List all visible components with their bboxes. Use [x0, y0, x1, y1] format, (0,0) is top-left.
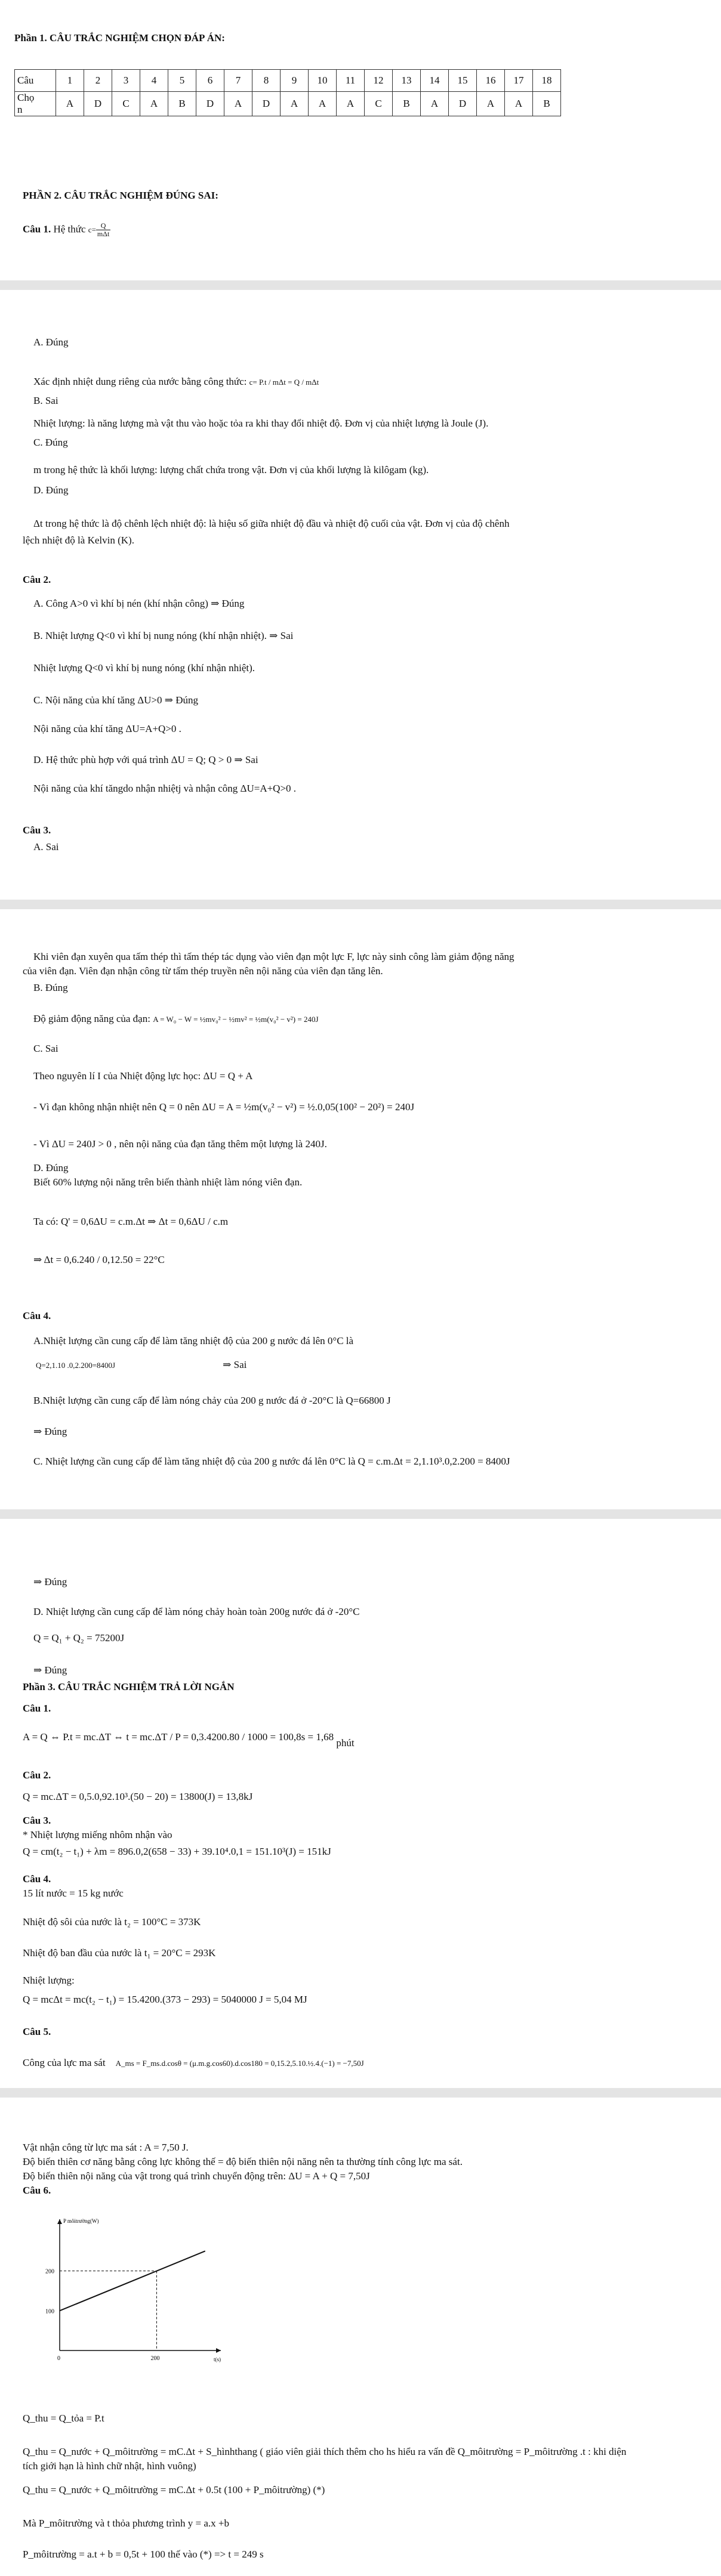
q3-c: C. Sai [33, 1043, 58, 1054]
question-number: 2 [84, 70, 112, 92]
q3-b: B. Đúng [33, 982, 68, 993]
section-divider [0, 1509, 721, 1519]
q3-c-expl: Theo nguyên lí I của Nhiệt động lực học: ΔU = Q + A [33, 1070, 253, 1082]
y-tick-label: 200 [45, 2268, 54, 2275]
q3-b-expl: Độ giảm động năng của đạn: A = W₀ − W = ½mv₀² − ½mv² = ½m(v₀² − v²) = 240J [33, 1013, 319, 1024]
question-number: 17 [505, 70, 533, 92]
question-number: 15 [449, 70, 477, 92]
question-number: 18 [533, 70, 561, 92]
q2-d: D. Hệ thức phù hợp với quá trình ΔU = Q; Q > 0 ⇒ Sai [33, 754, 258, 765]
section-divider [0, 900, 721, 909]
q1-text: Hệ thức [53, 223, 86, 235]
q1-d-expl2: lệch nhiệt độ là Kelvin (K). [23, 535, 134, 546]
answer-cell: A [421, 92, 449, 116]
c5-formula-line: Công của lực ma sát A_ms = F_ms.d.cosθ = (μ.m.g.cos60).d.cos180 = 0,15.2,5.10.½.4.(−1) = −7,50J [23, 2057, 364, 2068]
c4-title: Câu 4. [23, 1873, 51, 1885]
q4-d-result: ⇒ Đúng [33, 1664, 67, 1676]
q2-title: Câu 2. [23, 574, 51, 585]
question-number: 13 [393, 70, 421, 92]
y-axis-arrow [57, 2219, 62, 2224]
answer-cell: A [337, 92, 365, 116]
c5-title: Câu 5. [23, 2026, 51, 2037]
x-axis-label: t(s) [214, 2356, 221, 2362]
q1-a: A. Đúng [33, 336, 69, 348]
c5-line2: Vật nhận công từ lực ma sát : A = 7,50 J. [23, 2142, 189, 2153]
question-number: 6 [196, 70, 224, 92]
answer-cell: A [477, 92, 505, 116]
c6-line4: Mà P_môitrường và t thỏa phương trình y = a.x +b [23, 2518, 229, 2529]
c2-title: Câu 2. [23, 1769, 51, 1781]
q4-b-result: ⇒ Đúng [33, 1426, 67, 1437]
c3-formula: Q = cm(t₂ − t₁) + λm = 896.0,2(658 − 33) + 39.10⁴.0,1 = 151.10³(J) = 151kJ [23, 1846, 331, 1857]
series-line [60, 2251, 205, 2311]
q1-title: Câu 1. [23, 223, 51, 235]
q4-d-formula: Q = Q₁ + Q₂ = 75200J [33, 1632, 125, 1644]
q4-a: A.Nhiệt lượng cần cung cấp để làm tăng nhiệt độ của 200 g nước đá lên 0°C là [33, 1335, 354, 1346]
c4-line3: Nhiệt độ ban đầu của nước là t₁ = 20°C = 293K [23, 1947, 216, 1959]
question-number: 9 [281, 70, 309, 92]
q3-d: D. Đúng [33, 1162, 69, 1173]
q1-d: D. Đúng [33, 484, 69, 496]
question-number: 12 [365, 70, 393, 92]
q3-d-f1: Ta có: Q' = 0,6ΔU = c.m.Δt ⇒ Δt = 0,6ΔU / c.m [33, 1216, 229, 1227]
q3-d-f2: ⇒ Δt = 0,6.240 / 0,12.50 = 22°C [33, 1254, 165, 1265]
q3-intro1: Khi viên đạn xuyên qua tấm thép thì tấm thép tác dụng vào viên đạn một lực F, lực này sinh công làm giảm động năng [33, 951, 514, 962]
table-header-cell: Chọ n [15, 92, 56, 116]
c6-line1: Q_thu = Q_tỏa = P.t [23, 2413, 104, 2424]
c1-title: Câu 1. [23, 1703, 51, 1714]
table-row [15, 70, 561, 92]
x-axis-arrow [216, 2348, 221, 2353]
q1-b-expl: Nhiệt lượng: là năng lượng mà vật thu vào hoặc tỏa ra khi thay đổi nhiệt độ. Đơn vị của nhiệt lượng là Joule (J). [33, 418, 489, 429]
q2-c-expl: Nội năng của khí tăng ΔU=A+Q>0 . [33, 723, 181, 734]
q3-d-expl: Biết 60% lượng nội năng trên biến thành nhiệt làm nóng viên đạn. [33, 1176, 303, 1188]
question-number: 4 [140, 70, 168, 92]
q3-c-line3: - Vì ΔU = 240J > 0 , nên nội năng của đạn tăng thêm một lượng là 240J. [33, 1138, 327, 1150]
q1-b: B. Sai [33, 395, 58, 406]
q2-a: A. Công A>0 vì khí bị nén (khí nhận công) ⇒ Đúng [33, 598, 245, 609]
question-number: 1 [56, 70, 84, 92]
answer-cell: B [533, 92, 561, 116]
q4-a-formula: Q=2,1.10 .0,2.200=8400J ⇒ Sai [36, 1359, 247, 1370]
part3-title: Phần 3. CÂU TRẮC NGHIỆM TRẢ LỜI NGẮN [23, 1681, 235, 1692]
c3-title: Câu 3. [23, 1815, 51, 1826]
answer-cell: D [252, 92, 281, 116]
q3-intro2: của viên đạn. Viên đạn nhận công từ tấm thép truyền nên nội năng của viên đạn tăng lên. [23, 965, 383, 977]
c4-line4: Nhiệt lượng: [23, 1975, 75, 1986]
answer-table [14, 69, 561, 116]
question-number: 7 [224, 70, 252, 92]
question-number: 16 [477, 70, 505, 92]
c4-line1: 15 lít nước = 15 kg nước [23, 1888, 124, 1899]
question-number: 5 [168, 70, 196, 92]
q4-c: C. Nhiệt lượng cần cung cấp để làm tăng nhiệt độ của 200 g nước đá lên 0°C là Q = c.m.Δt = 2,1.10³.0,2.200 = 8400J [33, 1456, 510, 1467]
q4-b: B.Nhiệt lượng cần cung cấp để làm nóng chảy của 200 g nước đá ở -20°C là Q=66800 J [33, 1395, 391, 1406]
question-number: 8 [252, 70, 281, 92]
answer-cell: C [112, 92, 140, 116]
question-number: 3 [112, 70, 140, 92]
question-number: 10 [309, 70, 337, 92]
section-divider [0, 280, 721, 290]
c6-line2a: Q_thu = Q_nước + Q_môitrường = mC.Δt + S_hìnhthang ( giáo viên giải thích thêm cho hs hiểu ra vấn đề Q_môitrường = P_môitrường .t : khi diện [23, 2446, 627, 2457]
q2-d-expl: Nội năng của khí tăngdo nhận nhiệtj và nhận công ΔU=A+Q>0 . [33, 783, 297, 794]
answer-cell: A [140, 92, 168, 116]
section-divider [0, 2088, 721, 2098]
q4-c-result: ⇒ Đúng [33, 1576, 67, 1587]
answer-cell: A [309, 92, 337, 116]
c4-formula: Q = mcΔt = mc(t₂ − t₁) = 15.4200.(373 − 293) = 5040000 J = 5,04 MJ [23, 1994, 307, 2005]
c4-line2: Nhiệt độ sôi của nước là t₂ = 100°C = 373K [23, 1916, 201, 1928]
q1-a-expl: Xác định nhiệt dung riêng của nước bằng công thức: c= P.t / mΔt = Q / mΔt [33, 376, 319, 387]
q2-b-expl: Nhiệt lượng Q<0 vì khí bị nung nóng (khí nhận nhiệt). [33, 662, 255, 674]
c5-line3: Độ biến thiên cơ năng bằng công lực không thế = độ biến thiên nội năng nên ta thường tính công lực ma sát. [23, 2156, 463, 2167]
q2-c: C. Nội năng của khí tăng ΔU>0 ⇒ Đúng [33, 694, 199, 706]
q3-title: Câu 3. [23, 824, 51, 836]
answer-cell: B [393, 92, 421, 116]
q2-b: B. Nhiệt lượng Q<0 vì khí bị nung nóng (khí nhận nhiệt). ⇒ Sai [33, 630, 294, 641]
part1-title: Phần 1. CÂU TRẮC NGHIỆM CHỌN ĐÁP ÁN: [14, 32, 225, 44]
q1-c-expl: m trong hệ thức là khối lượng: lượng chất chứa trong vật. Đơn vị của khối lượng là kilôgam (kg). [33, 464, 429, 475]
q4-d: D. Nhiệt lượng cần cung cấp để làm nóng chảy hoàn toàn 200g nước đá ở -20°C [33, 1606, 360, 1617]
q4-title: Câu 4. [23, 1310, 51, 1321]
y-tick-label: 100 [45, 2308, 54, 2315]
c6-title: Câu 6. [23, 2185, 51, 2196]
q1-line: Câu 1. Hệ thức c= $\frac{Q}{\text{mΔt}}$ [23, 221, 110, 238]
y-axis-label: P môitrường(W) [63, 2218, 99, 2224]
answer-cell: A [56, 92, 84, 116]
c5-line4: Độ biến thiên nội năng của vật trong quá trình chuyển động trên: ΔU = A + Q = 7,50J [23, 2170, 370, 2182]
q1-d-expl1: Δt trong hệ thức là độ chênh lệch nhiệt độ: là hiệu số giữa nhiệt độ đầu và nhiệt độ cuối của vật. Đơn vị của độ chênh [33, 518, 510, 529]
power-time-chart [30, 2207, 227, 2374]
table-header-cell: Câu [15, 70, 56, 92]
c6-line2b: tích giới hạn là hình chữ nhật, hình vuông) [23, 2460, 196, 2472]
answer-cell: A [281, 92, 309, 116]
part2-title: PHẦN 2. CÂU TRẮC NGHIỆM ĐÚNG SAI: [23, 190, 218, 201]
c3-line1: * Nhiệt lượng miếng nhôm nhận vào [23, 1829, 172, 1840]
q3-c-line2: - Vì đạn không nhận nhiệt nên Q = 0 nên ΔU = A = ½m(v₀² − v²) = ½.0,05(100² − 20²) = 240J [33, 1101, 415, 1113]
x-tick-label: 0 [57, 2355, 60, 2362]
question-number: 14 [421, 70, 449, 92]
answer-cell: D [449, 92, 477, 116]
q1-formula: $\frac{Q}{\text{mΔt}}$ [97, 221, 110, 238]
q3-a: A. Sai [33, 841, 59, 853]
c2-formula: Q = mc.ΔT = 0,5.0,92.10³.(50 − 20) = 13800(J) = 13,8kJ [23, 1791, 253, 1802]
answer-cell: C [365, 92, 393, 116]
x-tick-label: 200 [150, 2355, 160, 2362]
question-number: 11 [337, 70, 365, 92]
q1-c: C. Đúng [33, 437, 68, 448]
answer-cell: A [224, 92, 252, 116]
c6-line3: Q_thu = Q_nước + Q_môitrường = mC.Δt + 0.5t (100 + P_môitrường) (*) [23, 2484, 325, 2495]
answer-cell: B [168, 92, 196, 116]
answer-cell: A [505, 92, 533, 116]
table-row [15, 92, 561, 116]
c1-formula: A = Q ⇔ P.t = mc.ΔT ⇔ t = mc.ΔT / P = 0,3.4200.80 / 1000 = 100,8s = 1,68 phút [23, 1731, 355, 1749]
answer-cell: D [196, 92, 224, 116]
c6-line5: P_môitrường = a.t + b = 0,5t + 100 thế vào (*) => t = 249 s [23, 2549, 264, 2560]
answer-cell: D [84, 92, 112, 116]
